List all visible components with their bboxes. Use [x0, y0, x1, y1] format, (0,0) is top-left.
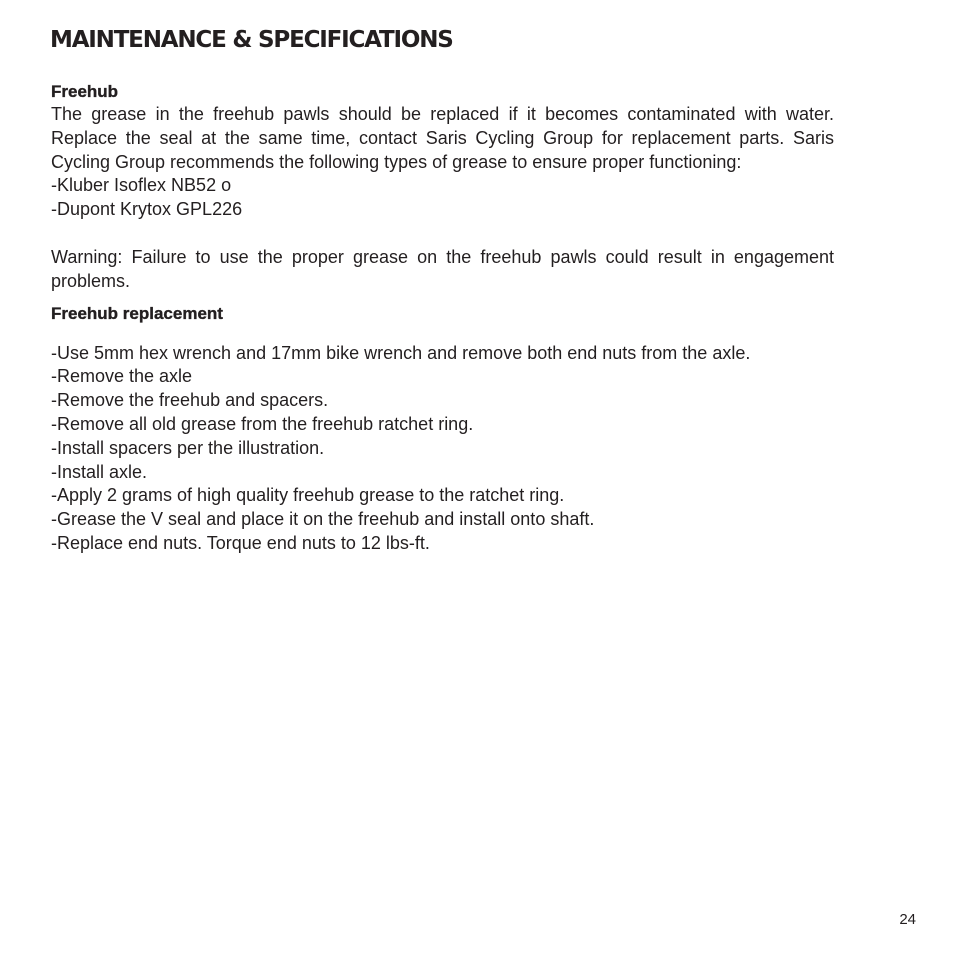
spacer	[51, 325, 834, 342]
freehub-replacement-section	[51, 302, 834, 556]
freehub-section	[51, 80, 834, 294]
freehub-replacement-heading: Freehub replacement	[51, 303, 223, 323]
page-content	[51, 80, 834, 556]
replacement-step: -Install axle.	[51, 461, 148, 482]
grease-item: -Kluber Isoflex NB52 o	[51, 175, 232, 196]
grease-item: -Dupont Krytox GPL226	[51, 199, 243, 220]
page-number: 24	[899, 911, 916, 928]
replacement-step: -Remove the freehub and spacers.	[51, 390, 329, 411]
spacer	[51, 294, 834, 302]
replacement-step: -Remove all old grease from the freehub ratchet ring.	[51, 413, 474, 434]
spacer	[51, 222, 834, 246]
page-title: MAINTENANCE & SPECIFICATIONS	[50, 27, 453, 53]
replacement-step: -Use 5mm hex wrench and 17mm bike wrench and remove both end nuts from the axle.	[51, 342, 751, 363]
warning-text: Warning: Failure to use the proper grease on the freehub pawls could result in engagement problems.	[51, 246, 834, 291]
replacement-step: -Install spacers per the illustration.	[51, 437, 325, 458]
replacement-step: -Grease the V seal and place it on the freehub and install onto shaft.	[51, 509, 595, 530]
replacement-step: -Apply 2 grams of high quality freehub grease to the ratchet ring.	[51, 485, 565, 506]
replacement-step: -Replace end nuts. Torque end nuts to 12 lbs-ft.	[51, 532, 430, 553]
freehub-heading: Freehub	[51, 82, 119, 101]
replacement-step: -Remove the axle	[51, 366, 193, 387]
freehub-paragraph: The grease in the freehub pawls should be replaced if it becomes contaminated with water. Replace the seal at the same time, contact Saris Cycling Group for replacement parts. Saris Cycling Group recommends the following types of grease to ensure proper functioning:	[51, 104, 834, 172]
